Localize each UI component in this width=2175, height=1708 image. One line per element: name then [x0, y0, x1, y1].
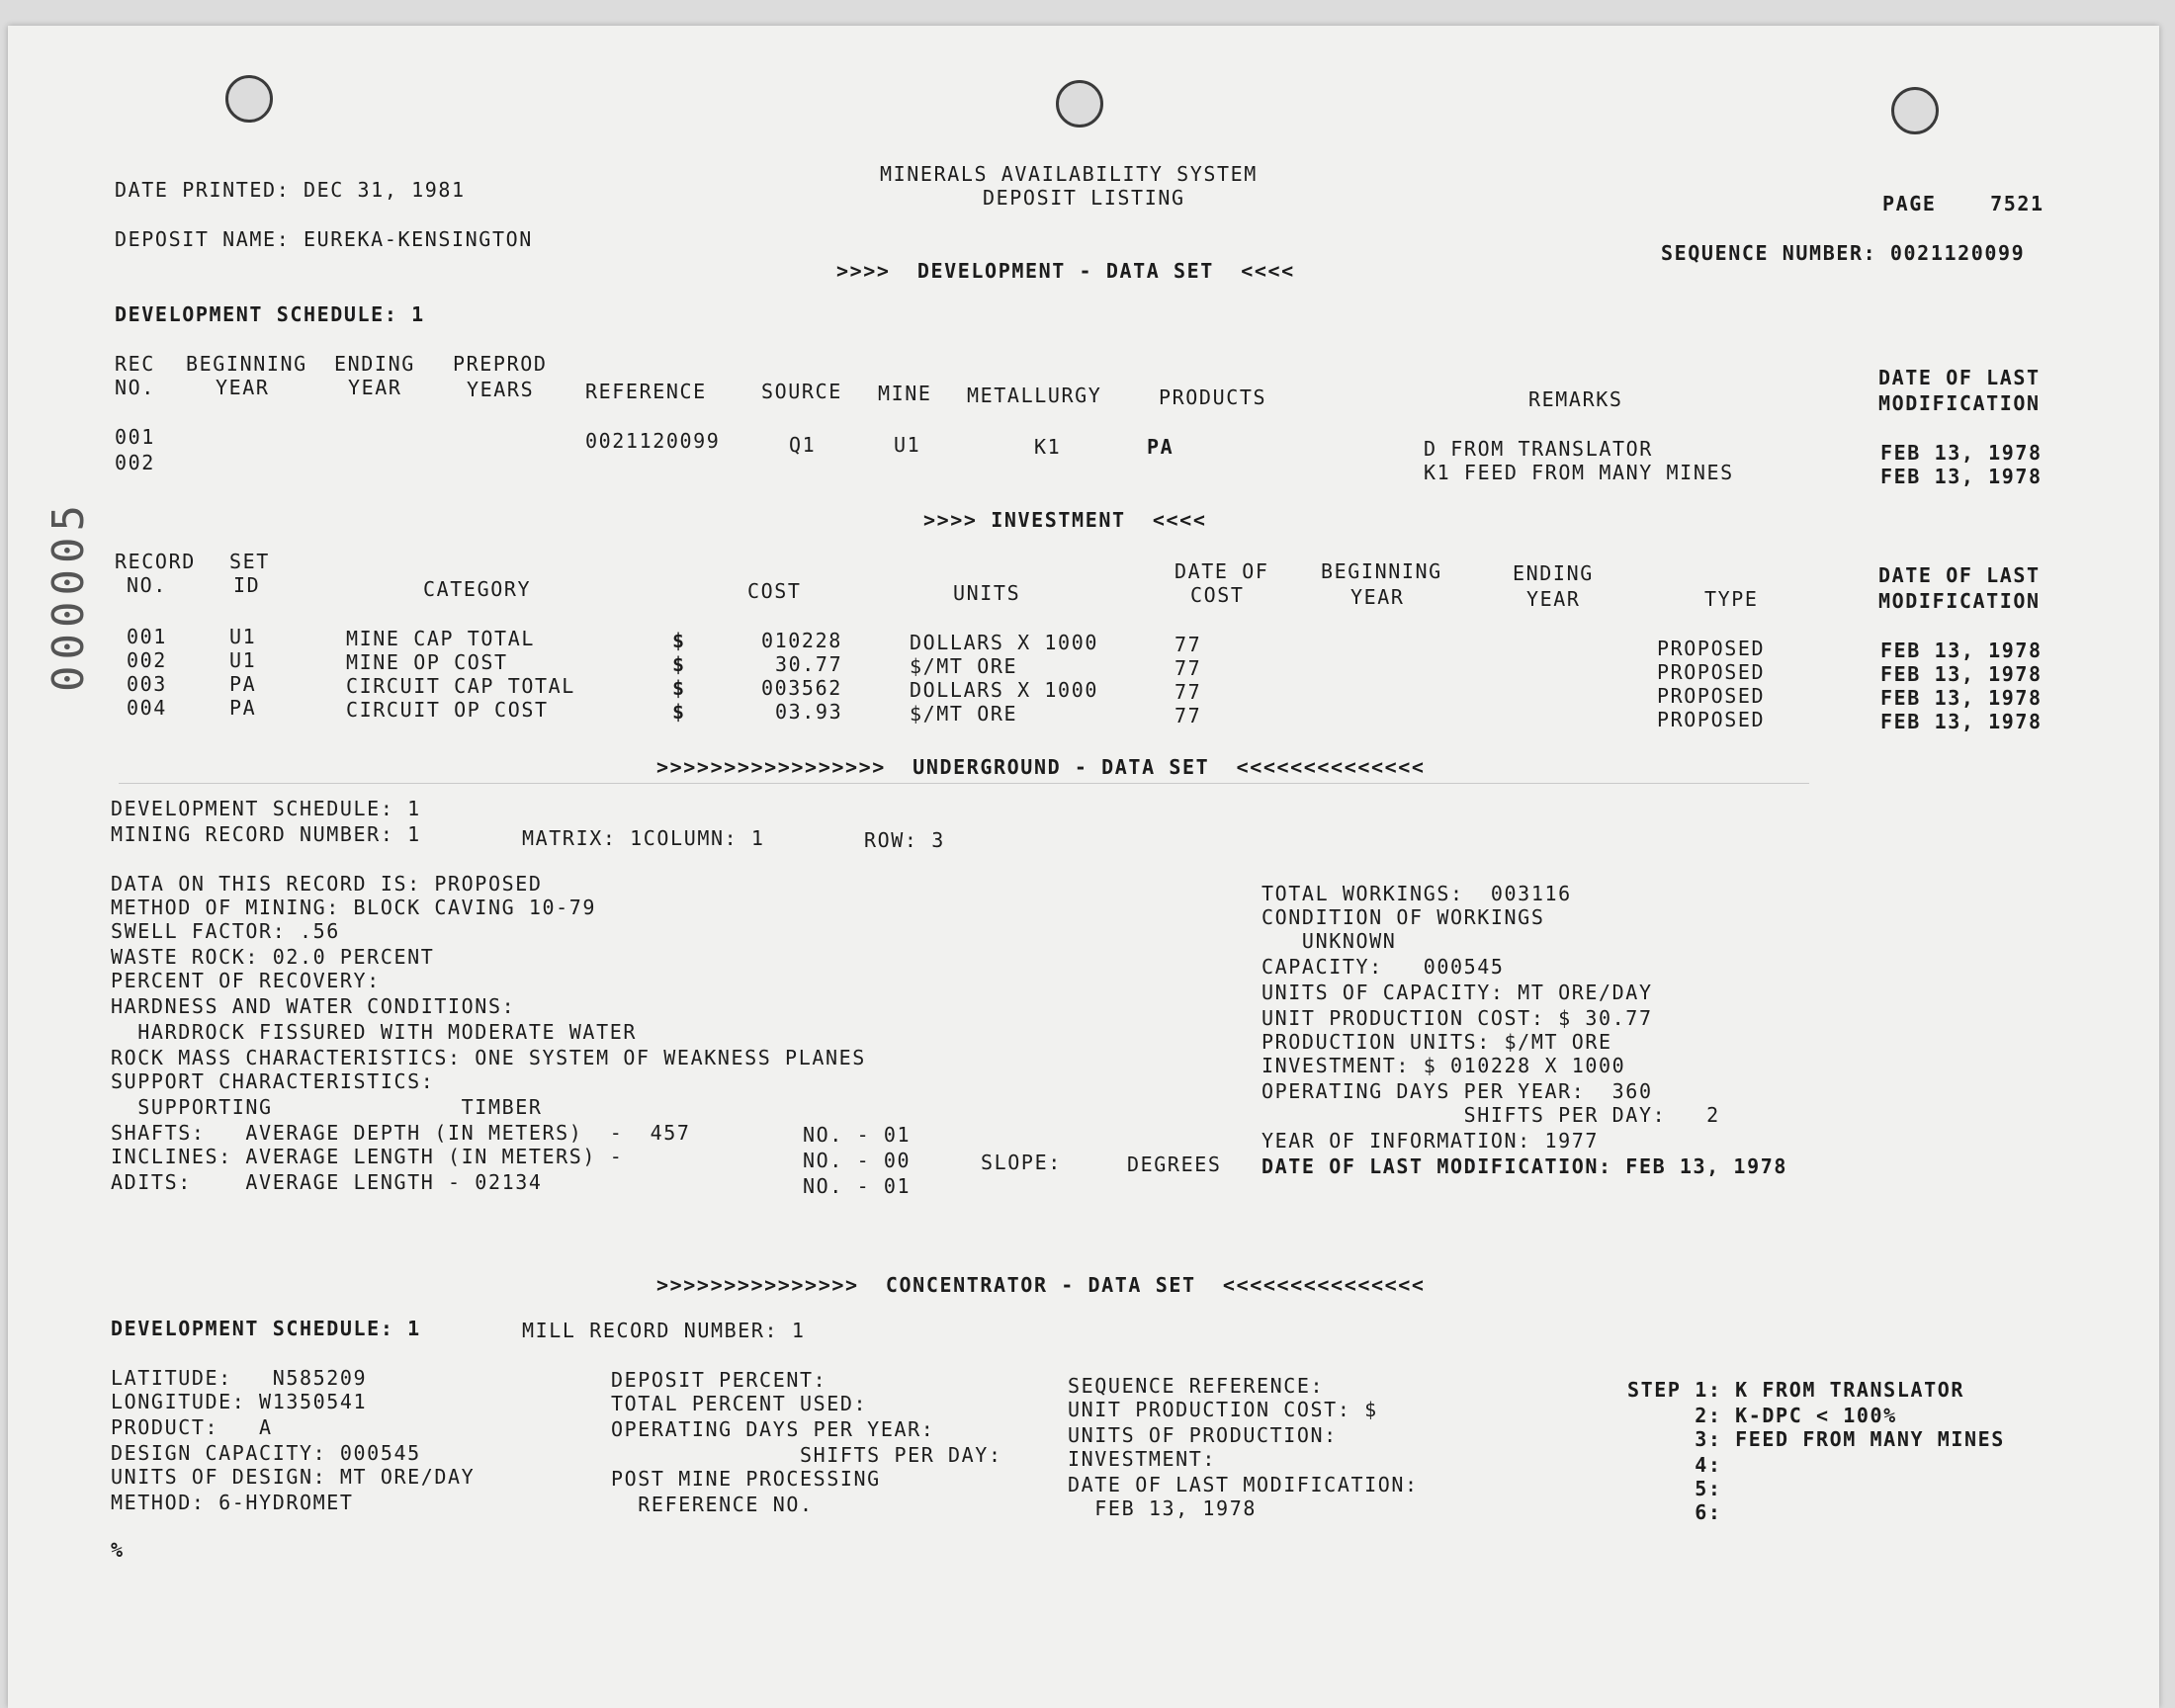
conc-line: DESIGN CAPACITY: 000545	[111, 1441, 421, 1465]
listing-title: DEPOSIT LISTING	[983, 186, 1185, 210]
conc-line: TOTAL PERCENT USED:	[611, 1392, 868, 1415]
inv-cost: 010228	[761, 629, 842, 652]
divider	[119, 783, 1809, 784]
inv-header-record-no: NO.	[127, 573, 167, 597]
inv-units: DOLLARS X 1000	[910, 678, 1098, 702]
conc-line: REFERENCE NO.	[611, 1493, 814, 1516]
inv-type: PROPOSED	[1657, 684, 1766, 708]
conc-mill-record: MILL RECORD NUMBER: 1	[522, 1319, 806, 1342]
inv-date-cost: 77	[1174, 656, 1202, 680]
dev-header-beginning: BEGINNING	[186, 352, 307, 376]
inv-header-cost: COST	[747, 579, 802, 603]
ug-right-line: SHIFTS PER DAY: 2	[1262, 1103, 1720, 1127]
ug-right-line: INVESTMENT: $ 010228 X 1000	[1262, 1054, 1626, 1077]
inv-header-ending: ENDING	[1513, 561, 1594, 585]
dev-source: Q1	[789, 433, 817, 457]
ug-right-line: DATE OF LAST MODIFICATION: FEB 13, 1978	[1262, 1154, 1787, 1178]
inv-category: MINE OP COST	[346, 650, 508, 674]
conc-step: 3: FEED FROM MANY MINES	[1627, 1427, 2005, 1451]
conc-line: SHIFTS PER DAY:	[611, 1443, 1002, 1467]
dev-header-metallurgy: METALLURGY	[967, 384, 1102, 407]
ug-right-line: YEAR OF INFORMATION: 1977	[1262, 1129, 1600, 1153]
concentrator-banner: >>>>>>>>>>>>>>> CONCENTRATOR - DATA SET <<<<<<<<<<<<<<<	[656, 1273, 1426, 1297]
inv-header-date-cost: COST	[1190, 583, 1245, 607]
dev-header-rec: REC	[115, 352, 155, 376]
dev-header-reference: REFERENCE	[585, 380, 707, 403]
page-number: PAGE 7521	[1882, 192, 2044, 215]
dev-metallurgy: K1	[1034, 435, 1062, 459]
inv-date-cost: 77	[1174, 704, 1202, 727]
sequence-number: SEQUENCE NUMBER: 0021120099	[1661, 241, 2026, 265]
dev-mine: U1	[894, 433, 921, 457]
inv-set: PA	[229, 696, 257, 720]
inv-category: CIRCUIT OP COST	[346, 698, 549, 722]
conc-line: LATITUDE: N585209	[111, 1366, 368, 1390]
ug-adits-no: NO. - 01	[803, 1174, 912, 1198]
inv-dollar: $	[672, 700, 686, 724]
dev-date: FEB 13, 1978	[1880, 465, 2043, 488]
ug-shafts-no: NO. - 01	[803, 1123, 912, 1147]
ug-line: SUPPORTING TIMBER	[111, 1095, 543, 1119]
inv-date: FEB 13, 1978	[1880, 686, 2043, 710]
inv-header-beginning: BEGINNING	[1321, 559, 1442, 583]
inv-set: U1	[229, 625, 257, 648]
punch-hole-right	[1891, 87, 1939, 134]
ug-line: SUPPORT CHARACTERISTICS:	[111, 1069, 435, 1093]
conc-step: STEP 1: K FROM TRANSLATOR	[1627, 1378, 1965, 1402]
inv-header-set: SET	[229, 550, 270, 573]
dev-header-beginning-year: YEAR	[216, 376, 270, 399]
ug-inclines-no: NO. - 00	[803, 1149, 912, 1172]
inv-header-date-last: DATE OF LAST	[1878, 563, 2041, 587]
underground-banner: >>>>>>>>>>>>>>>>> UNDERGROUND - DATA SET <<<<<<<<<<<<<<	[656, 755, 1426, 779]
development-schedule: DEVELOPMENT SCHEDULE: 1	[115, 302, 425, 326]
ug-matrix: MATRIX: 1COLUMN: 1	[522, 826, 765, 850]
page-stamp-number: 000005	[44, 499, 94, 692]
inv-cost: 003562	[761, 676, 842, 700]
inv-set: U1	[229, 648, 257, 672]
dev-products: PA	[1147, 435, 1174, 459]
conc-line: PRODUCT: A	[111, 1415, 273, 1439]
inv-date: FEB 13, 1978	[1880, 710, 2043, 733]
inv-cost: 30.77	[775, 652, 843, 676]
development-banner: >>>> DEVELOPMENT - DATA SET <<<<	[836, 259, 1295, 283]
dev-header-rec-no: NO.	[115, 376, 155, 399]
inv-category: MINE CAP TOTAL	[346, 627, 535, 650]
inv-header-units: UNITS	[953, 581, 1021, 605]
ug-line: METHOD OF MINING: BLOCK CAVING 10-79	[111, 896, 597, 919]
dev-header-modification: MODIFICATION	[1878, 391, 2041, 415]
inv-header-record: RECORD	[115, 550, 196, 573]
inv-rec: 001	[127, 625, 167, 648]
inv-date-cost: 77	[1174, 633, 1202, 656]
inv-units: $/MT ORE	[910, 702, 1018, 726]
dev-header-preprod-years: YEARS	[467, 378, 535, 401]
inv-category: CIRCUIT CAP TOTAL	[346, 674, 575, 698]
conc-schedule: DEVELOPMENT SCHEDULE: 1	[111, 1317, 421, 1340]
punch-hole-center	[1056, 80, 1103, 128]
inv-header-date-of: DATE OF	[1174, 559, 1269, 583]
ug-right-line: UNKNOWN	[1262, 929, 1397, 953]
dev-date: FEB 13, 1978	[1880, 441, 2043, 465]
ug-line: PERCENT OF RECOVERY:	[111, 969, 381, 992]
dev-header-remarks: REMARKS	[1528, 387, 1623, 411]
punch-hole-left	[225, 75, 273, 123]
conc-step: 6:	[1627, 1500, 1722, 1524]
conc-line: POST MINE PROCESSING	[611, 1467, 881, 1491]
footer-mark: %	[111, 1538, 125, 1562]
dev-header-ending: ENDING	[334, 352, 415, 376]
inv-dollar: $	[672, 676, 686, 700]
inv-header-ending-year: YEAR	[1526, 587, 1581, 611]
inv-units: $/MT ORE	[910, 654, 1018, 678]
ug-right-line: UNIT PRODUCTION COST: $ 30.77	[1262, 1006, 1653, 1030]
ug-shafts: SHAFTS: AVERAGE DEPTH (IN METERS) - 457	[111, 1121, 691, 1145]
ug-slope-unit: DEGREES	[1127, 1153, 1222, 1176]
conc-line: OPERATING DAYS PER YEAR:	[611, 1417, 935, 1441]
dev-header-source: SOURCE	[761, 380, 842, 403]
inv-date: FEB 13, 1978	[1880, 639, 2043, 662]
inv-set: PA	[229, 672, 257, 696]
ug-right-line: TOTAL WORKINGS: 003116	[1262, 882, 1572, 905]
ug-inclines: INCLINES: AVERAGE LENGTH (IN METERS) -	[111, 1145, 624, 1168]
inv-rec: 004	[127, 696, 167, 720]
ug-right-line: CONDITION OF WORKINGS	[1262, 905, 1545, 929]
ug-row: ROW: 3	[864, 828, 945, 852]
conc-line: LONGITUDE: W1350541	[111, 1390, 368, 1413]
inv-type: PROPOSED	[1657, 708, 1766, 731]
inv-rec: 003	[127, 672, 167, 696]
conc-line: INVESTMENT:	[1068, 1447, 1217, 1471]
investment-banner: >>>> INVESTMENT <<<<	[923, 508, 1207, 532]
dev-header-preprod: PREPROD	[453, 352, 548, 376]
inv-date: FEB 13, 1978	[1880, 662, 2043, 686]
inv-dollar: $	[672, 629, 686, 652]
conc-line: METHOD: 6-HYDROMET	[111, 1491, 354, 1514]
ug-slope-label: SLOPE:	[981, 1151, 1062, 1174]
inv-date-cost: 77	[1174, 680, 1202, 704]
ug-right-line: UNITS OF CAPACITY: MT ORE/DAY	[1262, 981, 1653, 1004]
inv-header-set-id: ID	[233, 573, 261, 597]
dev-remarks: D FROM TRANSLATOR	[1424, 437, 1653, 461]
conc-line: UNIT PRODUCTION COST: $	[1068, 1398, 1378, 1421]
ug-line: SWELL FACTOR: .56	[111, 919, 340, 943]
inv-header-type: TYPE	[1704, 587, 1759, 611]
ug-right-line: PRODUCTION UNITS: $/MT ORE	[1262, 1030, 1612, 1054]
conc-line: FEB 13, 1978	[1068, 1496, 1257, 1520]
date-printed: DATE PRINTED: DEC 31, 1981	[115, 178, 466, 202]
ug-line: ROCK MASS CHARACTERISTICS: ONE SYSTEM OF WEAKNESS PLANES	[111, 1046, 866, 1069]
inv-cost: 03.93	[775, 700, 843, 724]
inv-units: DOLLARS X 1000	[910, 631, 1098, 654]
conc-line: UNITS OF DESIGN: MT ORE/DAY	[111, 1465, 476, 1489]
inv-type: PROPOSED	[1657, 660, 1766, 684]
ug-line: HARDNESS AND WATER CONDITIONS:	[111, 994, 516, 1018]
ug-mining-record: MINING RECORD NUMBER: 1	[111, 822, 421, 846]
conc-line: UNITS OF PRODUCTION:	[1068, 1423, 1338, 1447]
ug-right-line: OPERATING DAYS PER YEAR: 360	[1262, 1079, 1653, 1103]
ug-adits: ADITS: AVERAGE LENGTH - 02134	[111, 1170, 543, 1194]
inv-header-beginning-year: YEAR	[1350, 585, 1405, 609]
deposit-name: DEPOSIT NAME: EUREKA-KENSINGTON	[115, 227, 533, 251]
conc-step: 4:	[1627, 1453, 1722, 1477]
ug-line: HARDROCK FISSURED WITH MODERATE WATER	[111, 1020, 637, 1044]
dev-header-mine: MINE	[878, 382, 932, 405]
conc-line: DEPOSIT PERCENT:	[611, 1368, 827, 1392]
inv-dollar: $	[672, 652, 686, 676]
conc-step: 2: K-DPC < 100%	[1627, 1404, 1897, 1427]
dev-header-products: PRODUCTS	[1159, 385, 1267, 409]
conc-step: 5:	[1627, 1477, 1722, 1500]
dev-reference: 0021120099	[585, 429, 721, 453]
system-title: MINERALS AVAILABILITY SYSTEM	[880, 162, 1258, 186]
dev-remarks: K1 FEED FROM MANY MINES	[1424, 461, 1734, 484]
dev-header-date-last: DATE OF LAST	[1878, 366, 2041, 389]
dev-rec: 002	[115, 451, 155, 474]
ug-schedule: DEVELOPMENT SCHEDULE: 1	[111, 797, 421, 820]
conc-line: DATE OF LAST MODIFICATION:	[1068, 1473, 1419, 1496]
inv-header-modification: MODIFICATION	[1878, 589, 2041, 613]
ug-line: DATA ON THIS RECORD IS: PROPOSED	[111, 872, 543, 896]
ug-line: WASTE ROCK: 02.0 PERCENT	[111, 945, 435, 969]
ug-right-line: CAPACITY: 000545	[1262, 955, 1505, 979]
inv-header-category: CATEGORY	[423, 577, 532, 601]
inv-rec: 002	[127, 648, 167, 672]
dev-rec: 001	[115, 425, 155, 449]
conc-line: SEQUENCE REFERENCE:	[1068, 1374, 1325, 1398]
inv-type: PROPOSED	[1657, 637, 1766, 660]
dev-header-ending-year: YEAR	[348, 376, 402, 399]
